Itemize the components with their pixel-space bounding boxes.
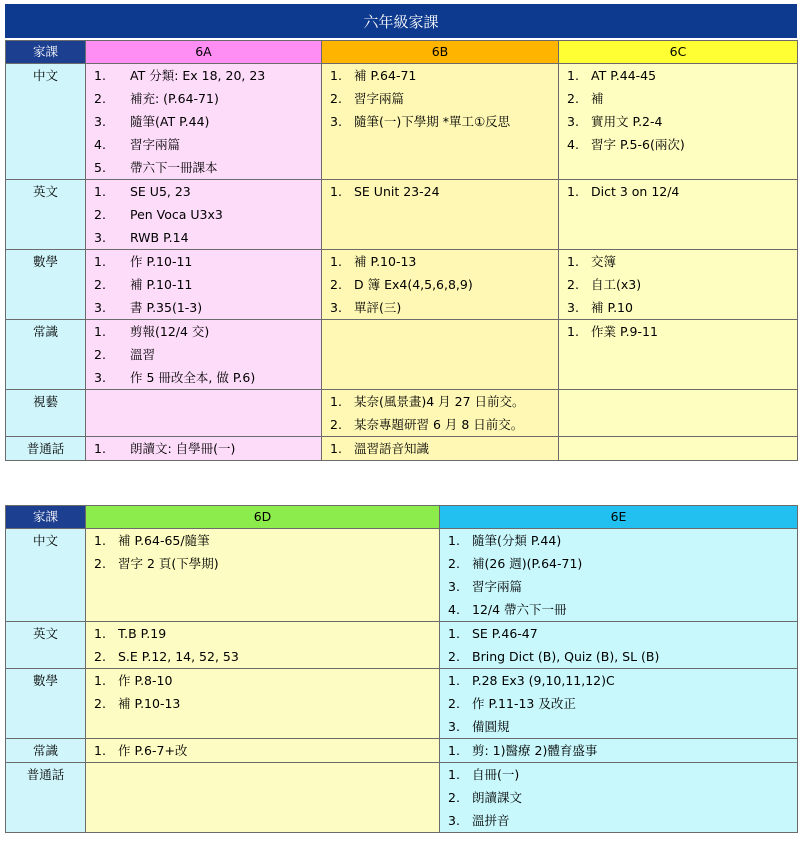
item-text: 剪: 1)醫療 2)體育盛事: [472, 743, 598, 758]
homework-cell-6b: [322, 390, 559, 437]
table-row: [6, 180, 798, 250]
class-header-6a: 6A: [86, 41, 322, 64]
homework-cell-6b: [322, 320, 559, 390]
item-text: 補 P.64-71: [354, 68, 417, 83]
homework-cell-6a: [86, 437, 322, 461]
homework-list: [440, 739, 797, 762]
list-item: [322, 390, 558, 413]
list-item: [322, 296, 558, 319]
list-item: [86, 110, 321, 133]
item-number: 1.: [448, 743, 460, 758]
item-number: 3.: [330, 114, 342, 129]
subject-cell: 英文: [6, 622, 86, 669]
item-number: 4.: [567, 137, 579, 152]
item-number: 3.: [448, 813, 460, 828]
item-number: 1.: [94, 324, 106, 339]
item-text: 朗讀課文: [472, 790, 523, 805]
table-row: [6, 763, 798, 833]
item-text: 補 P.10-13: [118, 696, 181, 711]
item-text: 帶六下一冊課本: [130, 160, 218, 175]
homework-cell-6e: [440, 669, 798, 739]
table-row: [6, 64, 798, 180]
list-item: [559, 296, 797, 319]
item-text: 補充: (P.64-71): [130, 91, 219, 106]
item-text: 習字 P.5-6(兩次): [591, 137, 685, 152]
item-text: 補 P.10-13: [354, 254, 417, 269]
list-item: [322, 437, 558, 460]
item-text: 作 5 冊改全本, 做 P.6): [130, 370, 256, 385]
item-text: 溫習: [130, 347, 156, 362]
item-text: 作業 P.9-11: [591, 324, 658, 339]
item-text: 備圓規: [472, 719, 510, 734]
item-number: 1.: [94, 441, 106, 456]
homework-list: [440, 529, 797, 621]
item-text: 某奈專題研習 6 月 8 日前交。: [354, 417, 524, 432]
item-number: 1.: [567, 324, 579, 339]
item-text: 12/4 帶六下一冊: [472, 602, 567, 617]
item-number: 2.: [448, 556, 460, 571]
item-number: 1.: [330, 394, 342, 409]
item-text: 剪報(12/4 交): [130, 324, 210, 339]
homework-cell-6d: [86, 763, 440, 833]
list-item: [86, 180, 321, 203]
list-item: [440, 645, 797, 668]
item-text: 補(26 週)(P.64-71): [472, 556, 583, 571]
list-item: [559, 133, 797, 156]
homework-list: [559, 64, 797, 156]
item-text: 某奈(風景畫)4 月 27 日前交。: [354, 394, 525, 409]
list-item: [86, 343, 321, 366]
list-item: [322, 64, 558, 87]
item-number: 1.: [94, 184, 106, 199]
list-item: [86, 320, 321, 343]
homework-cell-6c: [559, 437, 798, 461]
list-item: [322, 87, 558, 110]
list-item: [86, 226, 321, 249]
list-item: [559, 87, 797, 110]
subject-column-header: 家課: [6, 41, 86, 64]
item-number: 2.: [448, 790, 460, 805]
item-text: 隨筆(一)下學期 *單工①反思: [354, 114, 511, 129]
item-text: D 簿 Ex4(4,5,6,8,9): [354, 277, 473, 292]
list-item: [322, 110, 558, 133]
subject-cell: 常識: [6, 320, 86, 390]
item-number: 5.: [94, 160, 106, 175]
subject-cell: 中文: [6, 64, 86, 180]
list-item: [440, 575, 797, 598]
homework-cell-6c: [559, 250, 798, 320]
item-text: 習字 2 頁(下學期): [118, 556, 219, 571]
item-number: 1.: [567, 184, 579, 199]
item-number: 3.: [94, 370, 106, 385]
list-item: [322, 273, 558, 296]
list-item: [86, 133, 321, 156]
item-number: 2.: [94, 91, 106, 106]
homework-list: [86, 529, 439, 575]
subject-cell: 中文: [6, 529, 86, 622]
item-number: 1.: [94, 673, 106, 688]
list-item: [440, 715, 797, 738]
homework-list: [86, 622, 439, 668]
table-row: [6, 320, 798, 390]
homework-table-6d-6e: [5, 505, 798, 833]
subject-cell: 普通話: [6, 437, 86, 461]
item-number: 2.: [567, 277, 579, 292]
item-number: 4.: [448, 602, 460, 617]
homework-cell-6d: [86, 669, 440, 739]
item-text: 自冊(一): [472, 767, 520, 782]
list-item: [86, 366, 321, 389]
item-number: 1.: [330, 184, 342, 199]
item-number: 1.: [330, 254, 342, 269]
subject-cell: 英文: [6, 180, 86, 250]
homework-list: [322, 180, 558, 203]
item-number: 3.: [330, 300, 342, 315]
homework-list: [86, 437, 321, 460]
homework-list: [440, 669, 797, 738]
homework-cell-6e: [440, 739, 798, 763]
item-number: 3.: [94, 230, 106, 245]
list-item: [440, 529, 797, 552]
homework-cell-6a: [86, 64, 322, 180]
item-text: 朗讀文: 自學冊(一): [130, 441, 236, 456]
item-number: 2.: [94, 556, 106, 571]
item-number: 1.: [448, 673, 460, 688]
item-text: 溫習語音知識: [354, 441, 430, 456]
item-text: 作 P.8-10: [118, 673, 173, 688]
item-text: S.E P.12, 14, 52, 53: [118, 649, 239, 664]
homework-cell-6c: [559, 180, 798, 250]
item-text: 習字兩篇: [472, 579, 523, 594]
item-text: P.28 Ex3 (9,10,11,12)C: [472, 673, 615, 688]
homework-list: [86, 250, 321, 319]
item-number: 2.: [448, 696, 460, 711]
item-text: 溫拼音: [472, 813, 510, 828]
list-item: [86, 296, 321, 319]
item-text: SE P.46-47: [472, 626, 538, 641]
item-number: 1.: [94, 743, 106, 758]
item-number: 2.: [330, 277, 342, 292]
item-text: 作 P.6-7+改: [118, 743, 188, 758]
item-text: 單評(三): [354, 300, 402, 315]
class-header-6b: 6B: [322, 41, 559, 64]
item-text: AT 分類: Ex 18, 20, 23: [130, 68, 266, 83]
item-number: 1.: [94, 533, 106, 548]
homework-cell-6b: [322, 64, 559, 180]
homework-cell-6b: [322, 250, 559, 320]
homework-list: [322, 64, 558, 133]
homework-cell-6a: [86, 320, 322, 390]
item-text: SE U5, 23: [130, 184, 191, 199]
list-item: [322, 250, 558, 273]
item-number: 1.: [94, 626, 106, 641]
homework-table-6a-6c: [5, 40, 798, 461]
homework-cell-6d: [86, 739, 440, 763]
subject-cell: 數學: [6, 669, 86, 739]
list-item: [440, 598, 797, 621]
item-number: 3.: [94, 300, 106, 315]
item-text: 補: [591, 91, 604, 106]
homework-list: [86, 64, 321, 179]
item-number: 3.: [567, 114, 579, 129]
item-number: 1.: [94, 254, 106, 269]
item-number: 2.: [448, 649, 460, 664]
item-number: 3.: [448, 579, 460, 594]
list-item: [86, 203, 321, 226]
list-item: [559, 320, 797, 343]
homework-list: [86, 739, 439, 762]
item-text: 補 P.10-11: [130, 277, 193, 292]
item-text: Bring Dict (B), Quiz (B), SL (B): [472, 649, 660, 664]
list-item: [440, 739, 797, 762]
homework-list: [559, 320, 797, 343]
list-item: [86, 529, 439, 552]
list-item: [322, 180, 558, 203]
list-item: [86, 552, 439, 575]
homework-cell-6b: [322, 437, 559, 461]
item-number: 2.: [94, 207, 106, 222]
item-number: 3.: [567, 300, 579, 315]
homework-cell-6a: [86, 180, 322, 250]
item-text: T.B P.19: [118, 626, 167, 641]
homework-cell-6e: [440, 622, 798, 669]
list-item: [86, 64, 321, 87]
subject-column-header: 家課: [6, 506, 86, 529]
item-number: 2.: [330, 91, 342, 106]
homework-list: [322, 250, 558, 319]
item-number: 2.: [94, 347, 106, 362]
item-number: 1.: [330, 441, 342, 456]
subject-cell: 數學: [6, 250, 86, 320]
homework-list: [559, 250, 797, 319]
item-number: 1.: [448, 767, 460, 782]
homework-list: [440, 763, 797, 832]
item-text: Dict 3 on 12/4: [591, 184, 680, 199]
homework-cell-6a: [86, 250, 322, 320]
item-text: 實用文 P.2-4: [591, 114, 663, 129]
subject-cell: 普通話: [6, 763, 86, 833]
class-header-6c: 6C: [559, 41, 798, 64]
item-text: 習字兩篇: [130, 137, 181, 152]
item-text: 補 P.10: [591, 300, 633, 315]
item-text: 自工(x3): [591, 277, 642, 292]
table-row: [6, 739, 798, 763]
item-text: 隨筆(分類 P.44): [472, 533, 562, 548]
list-item: [440, 669, 797, 692]
item-text: 補 P.64-65/隨筆: [118, 533, 210, 548]
homework-cell-6a: [86, 390, 322, 437]
table-header-row: [6, 41, 798, 64]
item-number: 3.: [448, 719, 460, 734]
item-text: 交簿: [591, 254, 617, 269]
table-row: [6, 622, 798, 669]
list-item: [86, 645, 439, 668]
list-item: [440, 786, 797, 809]
homework-cell-6e: [440, 529, 798, 622]
item-text: SE Unit 23-24: [354, 184, 440, 199]
list-item: [86, 692, 439, 715]
table-row: [6, 529, 798, 622]
table-row: [6, 437, 798, 461]
item-number: 2.: [567, 91, 579, 106]
subject-cell: 常識: [6, 739, 86, 763]
list-item: [440, 692, 797, 715]
list-item: [440, 809, 797, 832]
item-number: 3.: [94, 114, 106, 129]
table-row: [6, 669, 798, 739]
list-item: [559, 110, 797, 133]
list-item: [86, 622, 439, 645]
homework-list: [440, 622, 797, 668]
table-header-row: [6, 506, 798, 529]
list-item: [440, 552, 797, 575]
list-item: [86, 156, 321, 179]
homework-list: [559, 180, 797, 203]
item-text: AT P.44-45: [591, 68, 657, 83]
item-number: 2.: [94, 277, 106, 292]
homework-cell-6c: [559, 64, 798, 180]
item-number: 1.: [567, 254, 579, 269]
list-item: [86, 273, 321, 296]
item-text: RWB P.14: [130, 230, 189, 245]
list-item: [559, 180, 797, 203]
list-item: [559, 273, 797, 296]
item-number: 1.: [567, 68, 579, 83]
item-number: 2.: [94, 649, 106, 664]
homework-cell-6c: [559, 390, 798, 437]
list-item: [322, 413, 558, 436]
list-item: [559, 250, 797, 273]
homework-list: [86, 320, 321, 389]
homework-list: [322, 390, 558, 436]
item-number: 4.: [94, 137, 106, 152]
list-item: [440, 622, 797, 645]
item-text: 隨筆(AT P.44): [130, 114, 210, 129]
item-number: 1.: [330, 68, 342, 83]
list-item: [86, 669, 439, 692]
item-number: 1.: [94, 68, 106, 83]
item-text: Pen Voca U3x3: [130, 207, 223, 222]
item-text: 作 P.10-11: [130, 254, 193, 269]
list-item: [86, 739, 439, 762]
homework-list: [322, 437, 558, 460]
class-header-6d: 6D: [86, 506, 440, 529]
homework-cell-6c: [559, 320, 798, 390]
class-header-6e: 6E: [440, 506, 798, 529]
homework-cell-6e: [440, 763, 798, 833]
list-item: [559, 64, 797, 87]
list-item: [86, 87, 321, 110]
item-text: 作 P.11-13 及改正: [472, 696, 576, 711]
item-text: 書 P.35(1-3): [130, 300, 203, 315]
table-row: [6, 390, 798, 437]
table-row: [6, 250, 798, 320]
item-number: 1.: [448, 533, 460, 548]
subject-cell: 視藝: [6, 390, 86, 437]
homework-list: [86, 669, 439, 715]
item-number: 2.: [94, 696, 106, 711]
list-item: [440, 763, 797, 786]
item-number: 2.: [330, 417, 342, 432]
list-item: [86, 250, 321, 273]
homework-cell-6b: [322, 180, 559, 250]
page-title: 六年級家課: [5, 4, 797, 38]
homework-list: [86, 180, 321, 249]
item-number: 1.: [448, 626, 460, 641]
list-item: [86, 437, 321, 460]
homework-cell-6d: [86, 622, 440, 669]
item-text: 習字兩篇: [354, 91, 405, 106]
homework-cell-6d: [86, 529, 440, 622]
